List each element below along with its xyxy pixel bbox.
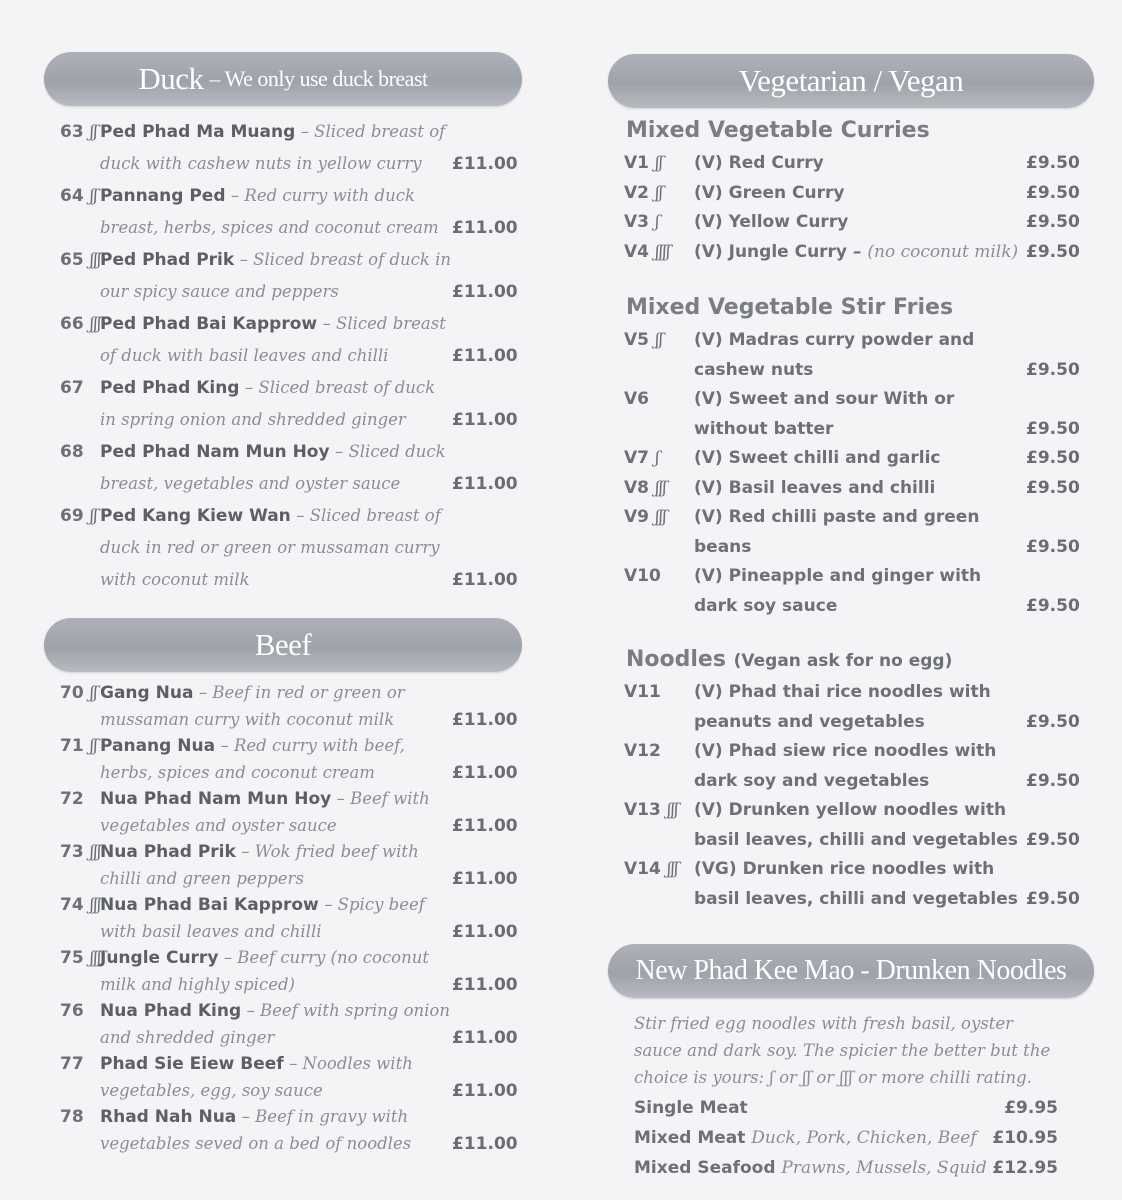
chilli-rating: ʃʃʃ bbox=[666, 800, 678, 820]
item-name: (V) Sweet chilli and garlic bbox=[694, 448, 941, 468]
item-number: V10 bbox=[624, 566, 661, 586]
item-name: Panang Nua bbox=[100, 736, 216, 756]
stirfries-items bbox=[608, 326, 1094, 621]
chilli-rating: ʃʃʃ bbox=[655, 507, 666, 527]
drunken-banner bbox=[608, 944, 1094, 998]
right-column bbox=[608, 0, 1094, 1183]
item-number: 64 ʃʃ bbox=[60, 186, 97, 206]
veg-banner bbox=[608, 54, 1094, 108]
item-name: Nua Phad Nam Mun Hoy bbox=[100, 789, 332, 809]
item-description: – Sliced breast of duck in red or green or mussaman curry with coconut milk bbox=[100, 506, 441, 589]
item-name: (VG) Drunken rice noodles with basil leaves, chilli and vegetables bbox=[694, 859, 1018, 909]
veg-item bbox=[608, 474, 1094, 504]
item-description: – Beef with spring onion and shredded ginger bbox=[100, 1001, 450, 1047]
drunken-option bbox=[634, 1153, 1058, 1183]
item-number: 67 bbox=[60, 378, 84, 398]
chilli-rating: ʃʃʃ bbox=[89, 842, 101, 862]
item-number: 71 ʃʃ bbox=[60, 736, 97, 756]
noodles-note: (Vegan ask for no egg) bbox=[733, 651, 953, 671]
item-name: Ped Kang Kiew Wan bbox=[100, 506, 291, 526]
menu-item bbox=[44, 998, 522, 1051]
item-number: 75 ʃʃʃʃ bbox=[60, 948, 105, 968]
item-name: Rhad Nah Nua bbox=[100, 1107, 237, 1127]
item-body bbox=[100, 680, 452, 733]
item-name: (V) Sweet and sour With or without batter bbox=[694, 389, 955, 439]
item-price: £9.50 bbox=[1026, 418, 1080, 439]
item-price: £11.00 bbox=[452, 1133, 518, 1154]
item-number: V6 bbox=[624, 389, 649, 409]
menu-item bbox=[44, 733, 522, 786]
item-name: Nua Phad Prik bbox=[100, 842, 236, 862]
item-number: V11 bbox=[624, 682, 661, 702]
option-price: £9.95 bbox=[1004, 1098, 1058, 1118]
drunken-option bbox=[634, 1123, 1058, 1153]
item-number: 65 ʃʃʃ bbox=[60, 250, 101, 270]
menu-item bbox=[44, 680, 522, 733]
chilli-rating: ʃʃʃ bbox=[89, 895, 101, 915]
item-name: (V) Jungle Curry – (no coconut milk) bbox=[694, 241, 1019, 262]
drunken-option bbox=[634, 1093, 1058, 1123]
beef-banner bbox=[44, 618, 522, 672]
item-price: £9.50 bbox=[1026, 829, 1080, 850]
chilli-rating: ʃʃʃʃ bbox=[655, 241, 670, 262]
item-number: V14 ʃʃʃ bbox=[624, 859, 678, 879]
curries-items bbox=[608, 149, 1094, 267]
item-name: Ped Phad Prik bbox=[100, 250, 235, 270]
item-description: – Noodles with vegetables, egg, soy sauce bbox=[100, 1054, 413, 1100]
stirfries-title: Mixed Vegetable Stir Fries bbox=[626, 295, 954, 320]
item-description: – Beef curry (no coconut milk and highly spiced) bbox=[100, 948, 429, 994]
item-price: £11.00 bbox=[452, 921, 518, 942]
veg-item bbox=[608, 855, 1094, 914]
veg-item bbox=[608, 385, 1094, 444]
item-name: Ped Phad Nam Mun Hoy bbox=[100, 442, 330, 462]
item-price: £11.00 bbox=[452, 762, 518, 783]
menu-item bbox=[44, 180, 522, 244]
item-description: – Beef in red or green or mussaman curry with coconut milk bbox=[100, 683, 405, 729]
item-description: – Sliced duck breast, vegetables and oyster sauce bbox=[100, 442, 446, 493]
item-name: Phad Sie Eiew Beef bbox=[100, 1054, 284, 1074]
veg-item bbox=[608, 737, 1094, 796]
menu-item bbox=[44, 500, 522, 596]
stirfries-section bbox=[608, 295, 1094, 621]
item-body bbox=[100, 839, 452, 892]
item-name: (V) Basil leaves and chilli bbox=[694, 477, 936, 498]
beef-items bbox=[44, 680, 522, 1157]
item-name: (V) Yellow Curry bbox=[694, 212, 849, 232]
item-description: – Sliced breast of duck with basil leaves and chilli bbox=[100, 314, 446, 365]
duck-title: Duck bbox=[138, 61, 204, 96]
left-column bbox=[44, 0, 522, 1157]
item-body bbox=[100, 1051, 452, 1104]
item-price: £9.50 bbox=[1026, 536, 1080, 557]
item-description: – Sliced breast of duck in our spicy sauce and peppers bbox=[100, 250, 452, 301]
item-number: 70 ʃʃ bbox=[60, 683, 97, 703]
item-price: £9.50 bbox=[1026, 448, 1080, 468]
veg-item bbox=[608, 678, 1094, 737]
item-description: – Red curry with duck breast, herbs, spices and coconut cream bbox=[100, 186, 439, 237]
veg-item bbox=[608, 238, 1094, 268]
item-number: V7 ʃ bbox=[624, 448, 659, 468]
item-price: £9.50 bbox=[1026, 359, 1080, 380]
item-name: Nua Phad Bai Kapprow bbox=[100, 895, 319, 915]
item-body bbox=[100, 1104, 452, 1157]
item-price: £11.00 bbox=[452, 1080, 518, 1101]
noodles-section bbox=[608, 647, 1094, 914]
option-description: Duck, Pork, Chicken, Beef bbox=[751, 1128, 977, 1148]
menu-item bbox=[44, 945, 522, 998]
veg-item bbox=[608, 149, 1094, 179]
curries-title: Mixed Vegetable Curries bbox=[626, 118, 930, 143]
veg-item bbox=[608, 179, 1094, 209]
item-number: V3 ʃ bbox=[624, 212, 659, 232]
item-description: – Sliced breast of duck in spring onion and shredded ginger bbox=[100, 378, 436, 429]
chilli-rating: ʃʃʃ bbox=[89, 250, 101, 270]
item-number: V9 ʃʃʃ bbox=[624, 507, 666, 527]
item-body bbox=[100, 786, 452, 839]
item-price: £9.50 bbox=[1026, 153, 1080, 173]
menu-item bbox=[44, 116, 522, 180]
item-name: (V) Red chilli paste and green beans bbox=[694, 507, 980, 557]
chilli-rating: ʃʃ bbox=[89, 683, 97, 703]
item-name: Ped Phad King bbox=[100, 378, 240, 398]
veg-title: Vegetarian / Vegan bbox=[738, 63, 964, 98]
item-number: 66 ʃʃʃ bbox=[60, 314, 101, 334]
item-body bbox=[100, 500, 452, 596]
item-body bbox=[100, 308, 452, 372]
option-price: £12.95 bbox=[992, 1158, 1058, 1178]
item-number: 68 bbox=[60, 442, 84, 462]
item-description: – Wok fried beef with chilli and green peppers bbox=[100, 842, 419, 888]
item-number: 63 ʃʃ bbox=[60, 122, 97, 142]
drunken-title: New Phad Kee Mao - Drunken Noodles bbox=[635, 955, 1067, 986]
menu-item bbox=[44, 308, 522, 372]
menu-item bbox=[44, 1051, 522, 1104]
item-price: £11.00 bbox=[452, 974, 518, 995]
item-number: 73 ʃʃʃ bbox=[60, 842, 101, 862]
item-number: V12 bbox=[624, 741, 661, 761]
item-description: – Sliced breast of duck with cashew nuts in yellow curry bbox=[100, 122, 446, 173]
veg-item bbox=[608, 208, 1094, 238]
chilli-rating: ʃʃ bbox=[89, 186, 97, 206]
item-price: £9.50 bbox=[1026, 241, 1080, 262]
item-name: Gang Nua bbox=[100, 683, 194, 703]
item-body bbox=[100, 998, 452, 1051]
drunken-rows bbox=[608, 1093, 1094, 1183]
chilli-rating: ʃʃ bbox=[655, 182, 663, 203]
menu-item bbox=[44, 839, 522, 892]
duck-subtitle: – We only use duck breast bbox=[209, 66, 428, 91]
item-number: V13 ʃʃʃ bbox=[624, 800, 678, 820]
item-name: Jungle Curry bbox=[100, 948, 219, 968]
item-name: (V) Pineapple and ginger with dark soy sauce bbox=[694, 566, 982, 616]
chilli-rating: ʃ bbox=[655, 448, 659, 468]
duck-items bbox=[44, 116, 522, 596]
item-number: 74 ʃʃʃ bbox=[60, 895, 101, 915]
chilli-rating: ʃʃ bbox=[89, 736, 97, 756]
item-price: £9.50 bbox=[1026, 182, 1080, 203]
item-number: V4 ʃʃʃʃ bbox=[624, 241, 670, 262]
item-name: (V) Phad thai rice noodles with peanuts and vegetables bbox=[694, 682, 991, 732]
item-body bbox=[100, 945, 452, 998]
menu-item bbox=[44, 786, 522, 839]
item-body bbox=[100, 180, 452, 244]
veg-item bbox=[608, 796, 1094, 855]
noodles-heading: Noodles bbox=[626, 647, 726, 672]
option-description: Prawns, Mussels, Squid bbox=[781, 1158, 987, 1178]
item-body bbox=[100, 436, 452, 500]
menu-item bbox=[44, 372, 522, 436]
item-price: £11.00 bbox=[452, 815, 518, 836]
item-number: V1 ʃʃ bbox=[624, 153, 663, 173]
menu-item bbox=[44, 1104, 522, 1157]
option-label: Single Meat bbox=[634, 1098, 748, 1118]
chilli-rating: ʃʃ bbox=[89, 506, 97, 526]
veg-item bbox=[608, 326, 1094, 385]
item-body bbox=[100, 892, 452, 945]
item-price: £9.50 bbox=[1026, 770, 1080, 791]
item-description: – Red curry with beef, herbs, spices and coconut cream bbox=[100, 736, 405, 782]
item-name: (V) Red Curry bbox=[694, 153, 824, 173]
item-price: £11.00 bbox=[452, 868, 518, 889]
item-price: £9.50 bbox=[1026, 477, 1080, 498]
chilli-rating: ʃʃʃʃ bbox=[89, 948, 105, 968]
item-price: £9.50 bbox=[1026, 595, 1080, 616]
item-price: £11.00 bbox=[452, 410, 518, 430]
veg-item bbox=[608, 444, 1094, 474]
item-number: 69 ʃʃ bbox=[60, 506, 97, 526]
item-body bbox=[100, 372, 452, 436]
noodles-items bbox=[608, 678, 1094, 914]
item-body bbox=[100, 733, 452, 786]
option-price: £10.95 bbox=[992, 1128, 1058, 1148]
menu-item bbox=[44, 436, 522, 500]
item-number: V2 ʃʃ bbox=[624, 182, 663, 203]
item-description: (no coconut milk) bbox=[867, 241, 1019, 262]
veg-item bbox=[608, 562, 1094, 621]
option-label: Mixed Meat Duck, Pork, Chicken, Beef bbox=[634, 1128, 977, 1148]
curries-section bbox=[608, 118, 1094, 267]
item-description: – Beef in gravy with vegetables seved on a bed of noodles bbox=[100, 1107, 412, 1153]
chilli-rating: ʃʃ bbox=[89, 122, 97, 142]
item-number: 78 bbox=[60, 1107, 84, 1127]
item-price: £9.50 bbox=[1026, 888, 1080, 909]
item-name: Ped Phad Ma Muang bbox=[100, 122, 296, 142]
duck-banner bbox=[44, 52, 522, 106]
item-price: £11.00 bbox=[452, 570, 518, 590]
item-price: £11.00 bbox=[452, 282, 518, 302]
option-label: Mixed Seafood Prawns, Mussels, Squid bbox=[634, 1158, 987, 1178]
chilli-rating: ʃʃ bbox=[655, 330, 663, 350]
item-name: Pannang Ped bbox=[100, 186, 226, 206]
item-description: – Spicy beef with basil leaves and chilli bbox=[100, 895, 425, 941]
beef-title: Beef bbox=[254, 627, 312, 662]
noodles-title bbox=[626, 647, 1094, 672]
item-body bbox=[100, 244, 452, 308]
menu-item bbox=[44, 244, 522, 308]
item-number: 72 bbox=[60, 789, 84, 809]
item-price: £11.00 bbox=[452, 154, 518, 174]
chilli-rating: ʃʃʃ bbox=[655, 477, 666, 498]
item-price: £9.50 bbox=[1026, 212, 1080, 232]
item-number: V8 ʃʃʃ bbox=[624, 477, 666, 498]
drunken-intro: Stir fried egg noodles with fresh basil, oyster sauce and dark soy. The spicier the better but the choice is yours: ʃ or ʃʃ or ʃʃʃ or more chilli rating. bbox=[634, 1014, 1051, 1087]
item-description: – Beef with vegetables and oyster sauce bbox=[100, 789, 430, 835]
veg-item bbox=[608, 503, 1094, 562]
item-price: £11.00 bbox=[452, 474, 518, 494]
item-name: (V) Drunken yellow noodles with basil leaves, chilli and vegetables bbox=[694, 800, 1018, 850]
item-name: Nua Phad King bbox=[100, 1001, 242, 1021]
chilli-rating: ʃʃʃ bbox=[666, 859, 678, 879]
item-number: V5 ʃʃ bbox=[624, 330, 663, 350]
chilli-rating: ʃʃʃ bbox=[89, 314, 101, 334]
item-number: 76 bbox=[60, 1001, 84, 1021]
item-price: £9.50 bbox=[1026, 711, 1080, 732]
item-number: 77 bbox=[60, 1054, 84, 1074]
item-price: £11.00 bbox=[452, 1027, 518, 1048]
item-price: £11.00 bbox=[452, 346, 518, 366]
menu-item bbox=[44, 892, 522, 945]
item-name: (V) Phad siew rice noodles with dark soy and vegetables bbox=[694, 741, 997, 791]
item-price: £11.00 bbox=[452, 218, 518, 238]
item-name: Ped Phad Bai Kapprow bbox=[100, 314, 318, 334]
chilli-rating: ʃ bbox=[655, 212, 659, 232]
item-price: £11.00 bbox=[452, 709, 518, 730]
chilli-rating: ʃʃ bbox=[655, 153, 663, 173]
item-body bbox=[100, 116, 452, 180]
item-name: (V) Green Curry bbox=[694, 182, 845, 203]
item-name: (V) Madras curry powder and cashew nuts bbox=[694, 330, 975, 380]
